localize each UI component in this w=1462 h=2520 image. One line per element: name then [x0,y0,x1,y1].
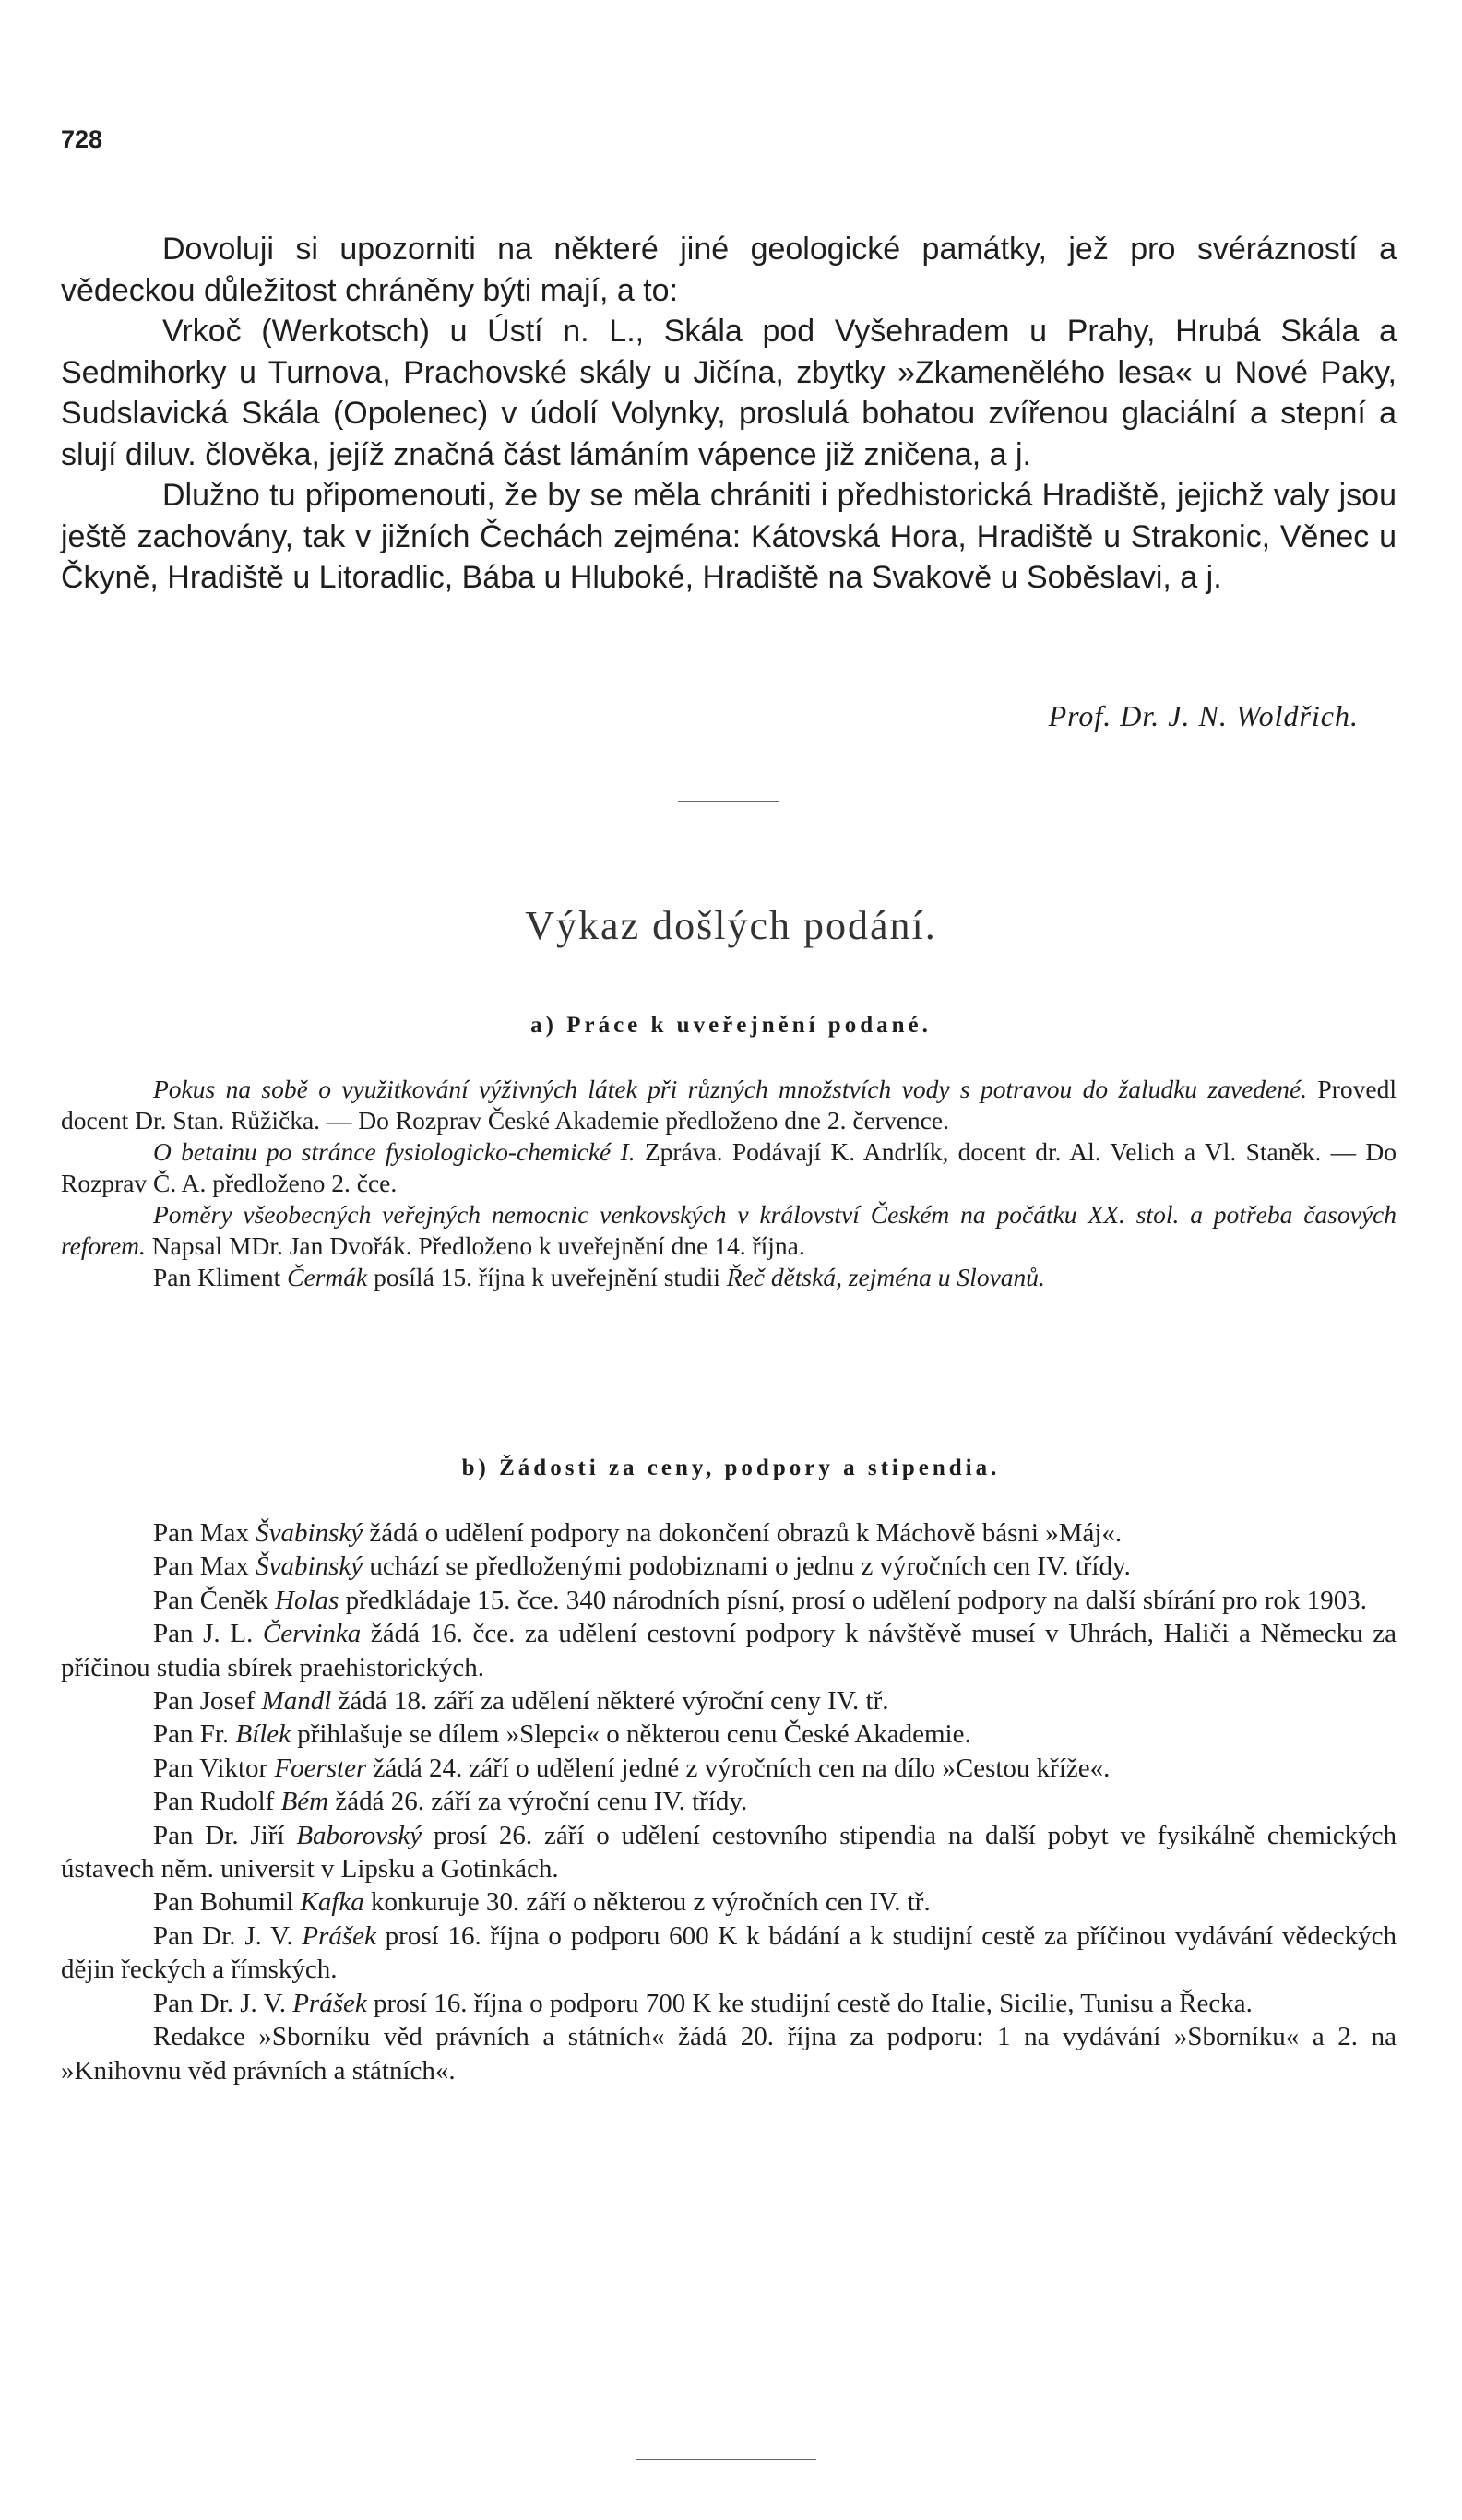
person-name: Švabinský [256,1518,363,1548]
page-number: 728 [61,125,103,153]
person-name: Prášek [292,1988,367,2018]
section-a-heading: a) Práce k uveřejnění podané. [530,1013,932,1038]
list-item: Pan Dr. Jiří Baborovský prosí 26. září o udělení cestovního stipendia na další pobyt ve fysikálně chemických ústavech něm. universit v Lipsku a Gotinkách. [61,1820,1397,1884]
author-signature: Prof. Dr. J. N. Woldřich. [1048,699,1359,732]
section-title: Výkaz došlých podání. [525,903,937,948]
person-name: Kafka [300,1887,364,1918]
work-details: Zpráva. Podávají K. Andrlík, docent dr. Al. Velich a Vl. Staněk. — Do Rozprav Č. A. předloženo 2. čce. [61,1137,1397,1197]
work-title: Řeč dětská, zejména u Slovanů. [726,1263,1045,1291]
section-b-list [61,1516,1397,2087]
work-details: Napsal MDr. Jan Dvořák. Předloženo k uveřejnění dne 14. října. [145,1231,805,1260]
work-details: Provedl docent Dr. Stan. Růžička. — Do Rozprav České Akademie předloženo dne 2. července. [61,1075,1397,1135]
list-item: Pan Čeněk Holas předkládaje 15. čce. 340 národních písní, prosí o udělení podpory na další sbírání pro rok 1903. [153,1585,1368,1615]
list-item [61,1199,1397,1262]
list-item [61,1136,1397,1199]
person-name: Prášek [302,1920,376,1951]
list-item: Pan Rudolf Bém žádá 26. září za výroční cenu IV. třídy. [153,1787,748,1817]
list-item: Redakce »Sborníku věd právních a státních« žádá 20. října za podporu: 1 na vydávání »Sborníku« a 2. na »Knihovnu věd právních a státních«. [61,2022,1397,2086]
person-name: Bém [280,1787,329,1817]
intro-paragraph: Vrkoč (Werkotsch) u Ústí n. L., Skála pod Vyšehradem u Prahy, Hrubá Skála a Sedmihorky u Turnova, Prachovské skály u Jičína, zbytky »Zkamenělého lesa« u Nové Paky, Sudslavická Skála (Opolenec) v údolí Volynky, proslulá bohatou zvířenou glaciální a stepní a slují diluv. člověka, jejíž značná část lámáním vápence již zničena, a j. [61,314,1397,472]
person-name: Foerster [274,1753,367,1783]
bottom-divider [636,2459,816,2460]
list-item: Pan Max Švabinský uchází se předloženými podobiznami o jednu z výročních cen IV. třídy. [153,1551,1131,1582]
intro-text [61,229,1397,599]
person-name: Holas [275,1585,339,1615]
section-a-list [61,1074,1397,1293]
intro-paragraph: Dovoluji si upozorniti na některé jiné geologické památky, jež pro svérázností a vědeckou důležitost chráněny býti mají, a to: [61,232,1397,308]
work-title: Pokus na sobě o využitkování výživných látek při různých množstvích vody s potravou do žaludku zavedené. [153,1075,1308,1103]
person-name: Mandl [261,1686,332,1717]
work-title: O betainu po stránce fysiologicko-chemické I. [153,1137,636,1166]
list-item: Pan Dr. J. V. Prášek prosí 16. října o podporu 700 K ke studijní cestě do Italie, Sicilie, Tunisu a Řecka. [153,1988,1253,2018]
person-name: Švabinský [256,1551,363,1582]
list-item: Pan Max Švabinský žádá o udělení podpory na dokončení obrazů k Máchově básni »Máj«. [153,1518,1123,1548]
work-title: Poměry všeobecných veřejných nemocnic venkovských v království Českém na počátku XX. stol. a potřeba časových reforem. [61,1200,1397,1260]
section-divider [678,801,779,802]
person-name: Bílek [235,1719,291,1750]
person-name: Čermák [287,1263,368,1291]
list-item: Pan Josef Mandl žádá 18. září za udělení některé výroční ceny IV. tř. [153,1686,889,1717]
list-item: Pan Dr. J. V. Prášek prosí 16. října o podporu 600 K k bádání a k studijní cestě za příčinou vydávání vědeckých dějin řeckých a římských. [61,1920,1397,1985]
list-item [61,1074,1397,1136]
intro-paragraph: Dlužno tu připomenouti, že by se měla chrániti i předhistorická Hradiště, jejichž valy jsou ještě zachovány, tak v jižních Čechách zejména: Kátovská Hora, Hradiště u Strakonic, Věnec u Čkyně, Hradiště u Litoradlic, Bába u Hluboké, Hradiště na Svakově u Soběslavi, a j. [61,478,1397,595]
person-name: Červinka [262,1619,362,1649]
person-name: Baborovský [296,1820,422,1850]
list-item: Pan Bohumil Kafka konkuruje 30. září o některou z výročních cen IV. tř. [153,1887,931,1918]
list-item: Pan J. L. Červinka žádá 16. čce. za udělení cestovní podpory k návštěvě museí v Uhrách, Haliči a Německu za příčinou studia sbírek praehistorických. [61,1619,1397,1682]
list-item: Pan Kliment Čermák posílá 15. října k uveřejnění studii Řeč dětská, zejména u Slovanů. [153,1263,1045,1291]
list-item: Pan Fr. Bílek přihlašuje se dílem »Slepci« o některou cenu České Akademie. [153,1719,971,1750]
list-item: Pan Viktor Foerster žádá 24. září o udělení jedné z výročních cen na dílo »Cestou kříže«. [153,1753,1111,1783]
section-b-heading: b) Žádosti za ceny, podpory a stipendia. [461,1456,1001,1480]
